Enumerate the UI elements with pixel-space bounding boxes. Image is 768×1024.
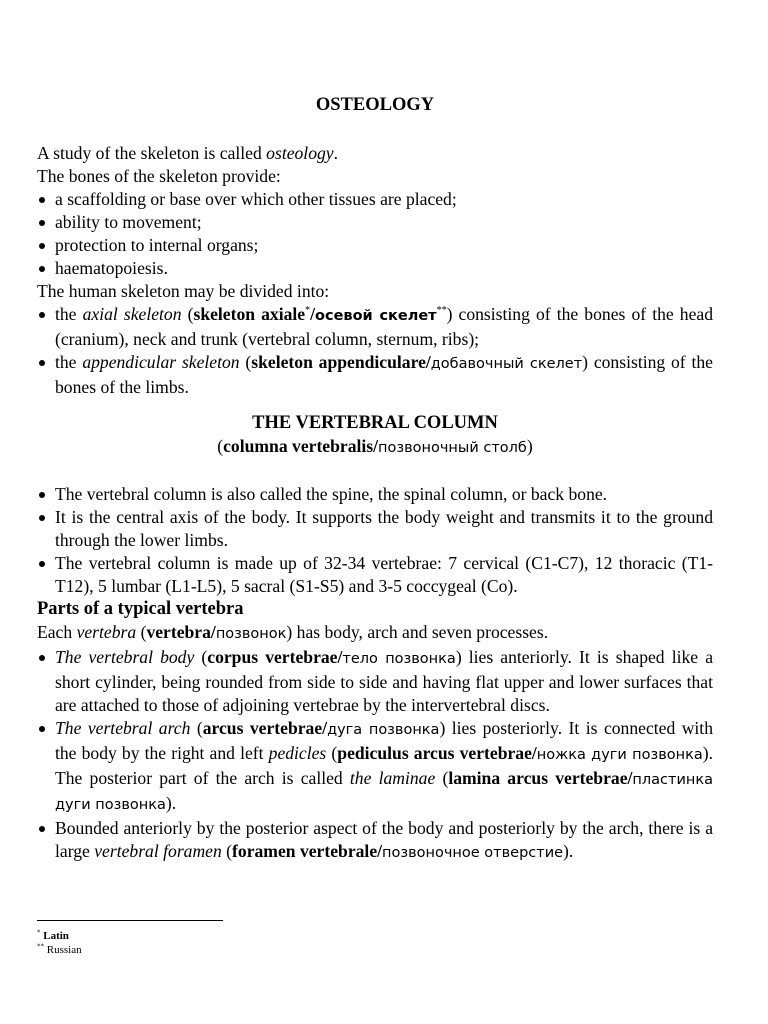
list-item: haematopoiesis.: [37, 257, 713, 280]
bullet-icon: [39, 197, 45, 203]
list-item-body: The vertebral body (corpus vertebrae/тело позвонка) lies anteriorly. It is shaped like a short cylinder, being rounded from side to side and having flat upper and lower surfaces that are attached to those of adjoining vertebrae by the intervertebral discs.: [37, 646, 713, 717]
bullet-icon: [39, 266, 45, 272]
document-page: [37, 94, 713, 865]
footnote-russian: ** Russian: [37, 942, 82, 956]
bullet-icon: [39, 726, 45, 732]
skeleton-division-list: [37, 303, 713, 399]
list-item: The vertebral column is made up of 32-34 vertebrae: 7 cervical (C1-C7), 12 thoracic (T1-T12), 5 lumbar (L1-L5), 5 sacral (S1-S5) and 3-5 coccygeal (Co).: [37, 552, 713, 598]
bullet-icon: [39, 220, 45, 226]
page-title: OSTEOLOGY: [315, 95, 435, 115]
section-subtitle: (columna vertebralis/позвоночный столб): [217, 436, 533, 456]
bones-provide-line: The bones of the skeleton provide:: [37, 166, 281, 186]
bullet-icon: [39, 826, 45, 832]
footnote-latin: * Latin: [37, 928, 69, 942]
intro-study-line: [37, 142, 713, 165]
list-item-arch: The vertebral arch (arcus vertebrae/дуга позвонка) lies posteriorly. It is connected with the body by the right and left pedicles (pediculus arcus vertebrae/ножка дуги позвонка). The posterior part of the arch is called the laminae (lamina arcus vertebrae/пластинка дуги позвонка).: [37, 717, 713, 817]
study-prefix: A study of the skeleton is called: [37, 143, 267, 163]
study-term: osteology: [266, 143, 334, 163]
bullet-icon: [39, 492, 45, 498]
footnote-divider: [37, 920, 223, 921]
vertebral-column-list: [37, 483, 713, 598]
list-item: a scaffolding or base over which other tissues are placed;: [37, 188, 713, 211]
list-item: It is the central axis of the body. It supports the body weight and transmits it to the ground through the lower limbs.: [37, 506, 713, 552]
provide-list: [37, 188, 713, 280]
bullet-icon: [39, 243, 45, 249]
bullet-icon: [39, 561, 45, 567]
list-item: protection to internal organs;: [37, 234, 713, 257]
list-item-appendicular: the appendicular skeleton (skeleton appendiculare/добавочный скелет) consisting of the bones of the limbs.: [37, 351, 713, 399]
footnotes: [37, 929, 82, 957]
list-item-axial: the axial skeleton (skeleton axiale*/осевой скелет**) consisting of the bones of the head (cranium), neck and trunk (vertebral column, sternum, ribs);: [37, 303, 713, 351]
section-title-vertebral-column: THE VERTEBRAL COLUMN: [252, 413, 498, 433]
parts-list: [37, 646, 713, 865]
each-vertebra-line: Each vertebra (vertebra/позвонок) has body, arch and seven processes.: [37, 622, 549, 642]
bullet-icon: [39, 655, 45, 661]
bullet-icon: [39, 515, 45, 521]
list-item-foramen: Bounded anteriorly by the posterior aspect of the body and posteriorly by the arch, there is a large vertebral foramen (foramen vertebrale/позвоночное отверстие).: [37, 817, 713, 865]
study-suffix: .: [333, 143, 339, 163]
list-item: ability to movement;: [37, 211, 713, 234]
parts-heading: Parts of a typical vertebra: [37, 599, 244, 619]
bullet-icon: [39, 360, 45, 366]
bullet-icon: [39, 312, 45, 318]
divided-into-line: The human skeleton may be divided into:: [37, 281, 330, 301]
list-item: The vertebral column is also called the spine, the spinal column, or back bone.: [37, 483, 713, 506]
